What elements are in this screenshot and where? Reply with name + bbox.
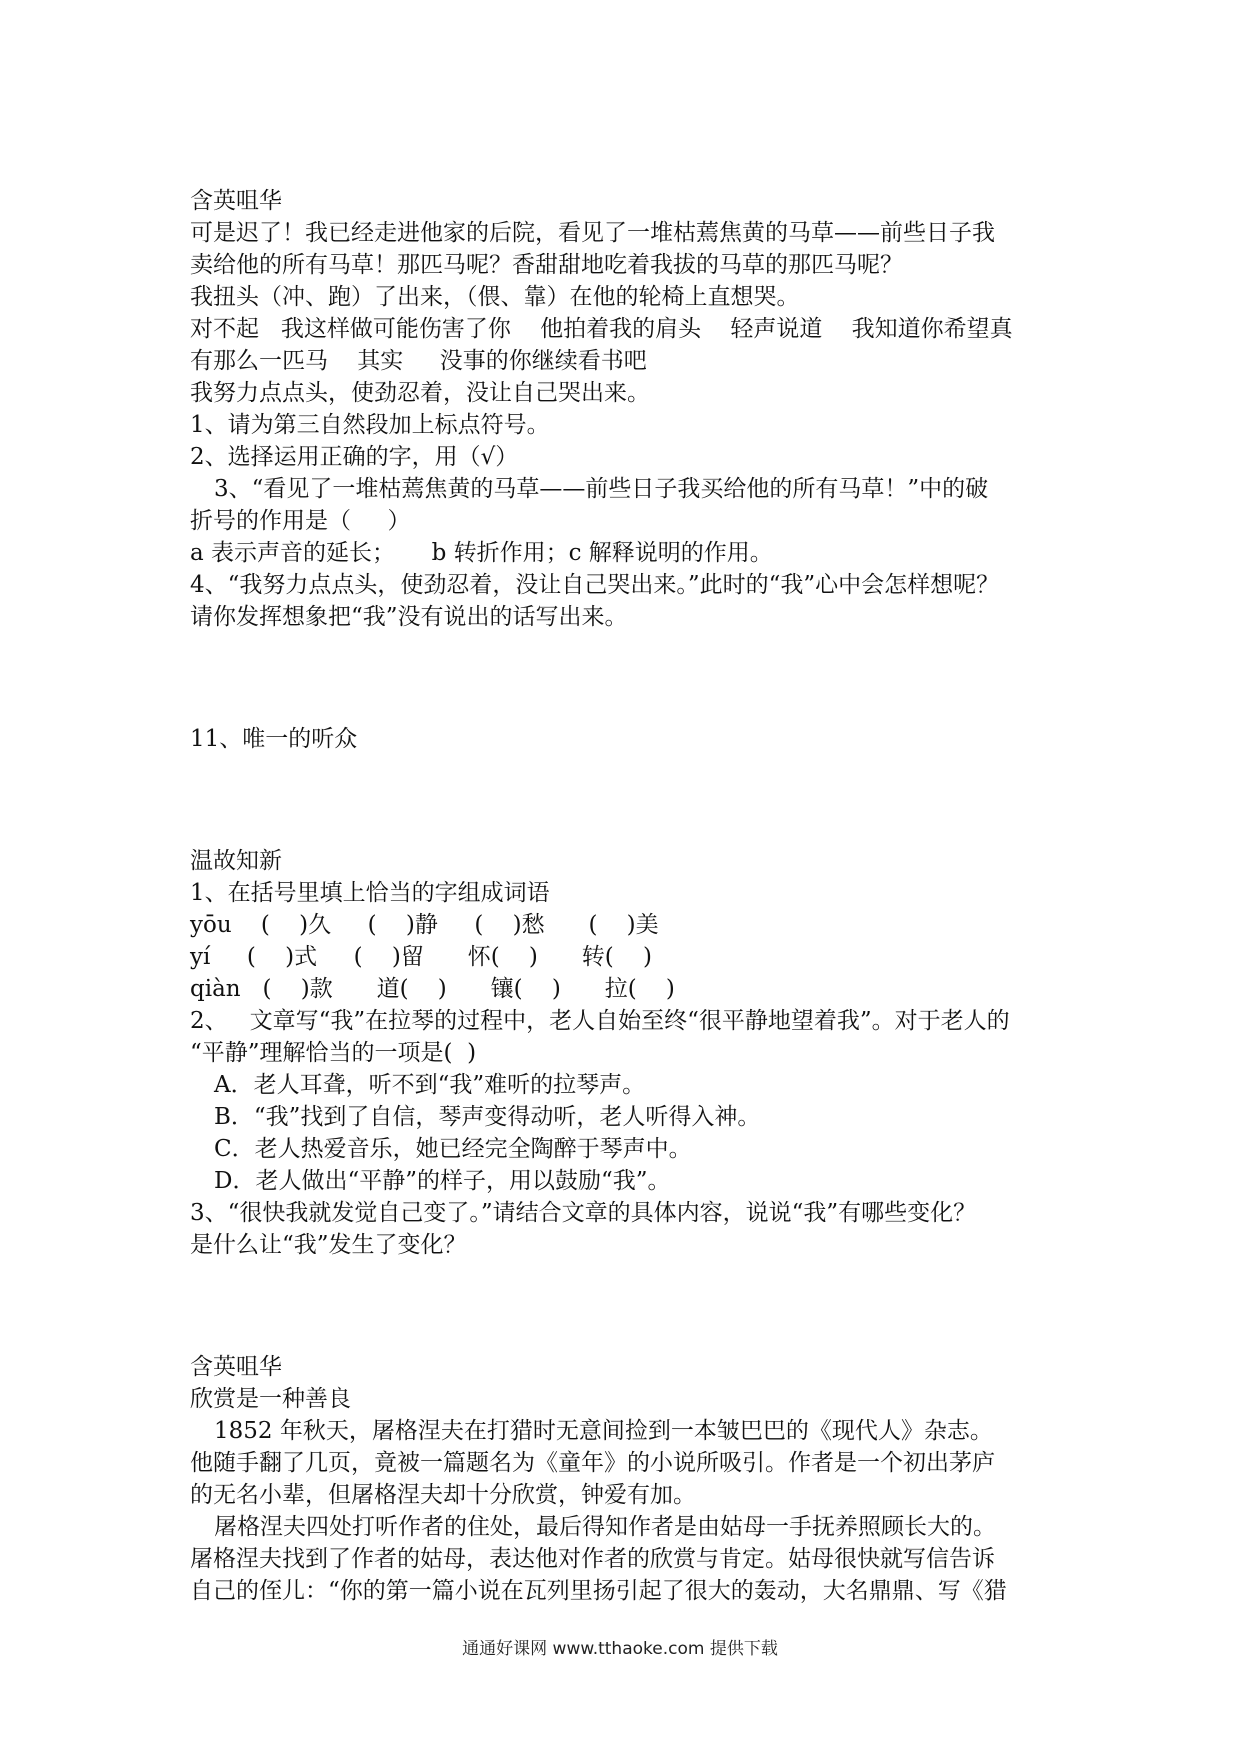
page-footer: 通通好课网 www.tthaoke.com 提供下载 bbox=[462, 1639, 778, 1659]
article-line: 自己的侄儿：“你的第一篇小说在瓦列里扬引起了很大的轰动，大名鼎鼎、写《猎 bbox=[190, 1578, 1007, 1604]
question-line: 1、在括号里填上恰当的字组成词语 bbox=[190, 880, 550, 906]
question-line: 3、“很快我就发觉自己变了。”请结合文章的具体内容，说说“我”有哪些变化？ bbox=[190, 1200, 977, 1226]
option-line: A．老人耳聋，听不到“我”难听的拉琴声。 bbox=[214, 1072, 646, 1098]
article-line: 1852 年秋天，屠格涅夫在打猎时无意间捡到一本皱巴巴的《现代人》杂志。 bbox=[214, 1418, 993, 1444]
article-line: 的无名小辈，但屠格涅夫却十分欣赏，钟爱有加。 bbox=[190, 1482, 696, 1508]
pinyin-row: yōu ( )久 ( )静 ( )愁 ( )美 bbox=[190, 912, 659, 938]
passage-line: 卖给他的所有马草！那匹马呢？香甜甜地吃着我拔的马草的那匹马呢？ bbox=[190, 252, 903, 278]
question-line: 2、选择运用正确的字，用（√） bbox=[190, 444, 519, 470]
pinyin-row: qiàn ( )款 道( ) 镶( ) 拉( ) bbox=[190, 976, 675, 1002]
pinyin-row: yí ( )式 ( )留 怀( ) 转( ) bbox=[190, 944, 652, 970]
passage-line: 我扭头（冲、跑）了出来，（偎、靠）在他的轮椅上直想哭。 bbox=[190, 284, 800, 310]
question-line: 1、请为第三自然段加上标点符号。 bbox=[190, 412, 550, 438]
section-heading: 含英咀华 bbox=[190, 188, 282, 214]
document-body bbox=[190, 185, 1070, 1607]
question-line: 请你发挥想象把“我”没有说出的话写出来。 bbox=[190, 604, 628, 630]
question-line: 折号的作用是（ ） bbox=[190, 508, 411, 534]
section-heading: 含英咀华 bbox=[190, 1354, 282, 1380]
question-line: 是什么让“我”发生了变化？ bbox=[190, 1232, 467, 1258]
article-title: 欣赏是一种善良 bbox=[190, 1386, 351, 1412]
passage-line: 有那么一匹马 其实 没事的你继续看书吧 bbox=[190, 348, 647, 374]
option-line: B．“我”找到了自信，琴声变得动听，老人听得入神。 bbox=[214, 1104, 761, 1130]
article-line: 他随手翻了几页，竟被一篇题名为《童年》的小说所吸引。作者是一个初出茅庐 bbox=[190, 1450, 995, 1476]
article-line: 屠格涅夫找到了作者的姑母，表达他对作者的欣赏与肯定。姑母很快就写信告诉 bbox=[190, 1546, 995, 1572]
question-line: a 表示声音的延长； b 转折作用；c 解释说明的作用。 bbox=[190, 540, 773, 566]
passage-line: 可是迟了！我已经走进他家的后院，看见了一堆枯蔫焦黄的马草——前些日子我 bbox=[190, 220, 995, 246]
option-line: D．老人做出“平静”的样子，用以鼓励“我”。 bbox=[214, 1168, 671, 1194]
section-heading: 温故知新 bbox=[190, 848, 282, 874]
lesson-title: 11、唯一的听众 bbox=[190, 726, 358, 752]
question-line: 3、“看见了一堆枯蔫焦黄的马草——前些日子我买给他的所有马草！”中的破 bbox=[214, 476, 989, 502]
option-line: C．老人热爱音乐，她已经完全陶醉于琴声中。 bbox=[214, 1136, 692, 1162]
passage-line: 对不起 我这样做可能伤害了你 他拍着我的肩头 轻声说道 我知道你希望真 bbox=[190, 316, 1013, 342]
question-line: 4、“我努力点点头，使劲忍着，没让自己哭出来。”此时的“我”心中会怎样想呢？ bbox=[190, 572, 1000, 598]
article-line: 屠格涅夫四处打听作者的住处，最后得知作者是由姑母一手抚养照顾长大的。 bbox=[214, 1514, 996, 1540]
passage-line: 我努力点点头，使劲忍着，没让自己哭出来。 bbox=[190, 380, 650, 406]
question-line: 2、 文章写“我”在拉琴的过程中，老人自始至终“很平静地望着我”。对于老人的 bbox=[190, 1008, 1010, 1034]
question-line: “平静”理解恰当的一项是( ) bbox=[190, 1040, 477, 1066]
